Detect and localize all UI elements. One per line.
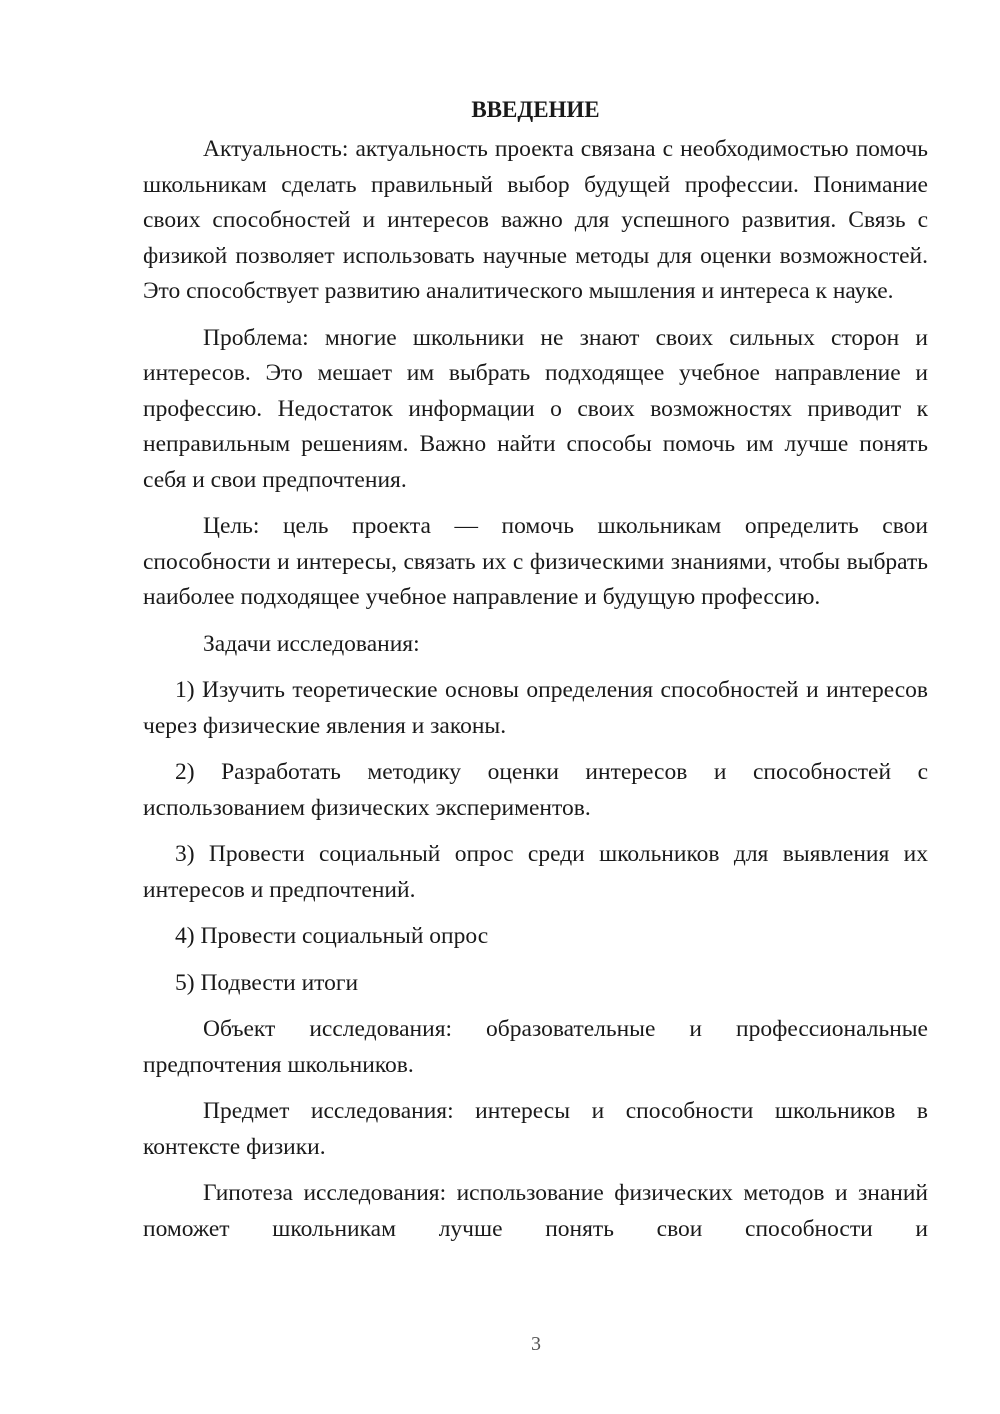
paragraph-hypothesis: Гипотеза исследования: использование физических методов и знаний поможет школьникам лучше понять свои способности и — [143, 1180, 928, 1242]
task-item-5: 5) Подвести итоги — [175, 969, 359, 996]
paragraph-goal: Цель: цель проекта — помочь школьникам определить свои способности и интересы, связать их с физическими знаниями, чтобы выбрать наиболее подходящее учебное направление и будущую профессию. — [143, 513, 928, 610]
task-item-3: 3) Провести социальный опрос среди школьников для выявления их интересов и предпочтений. — [143, 841, 928, 903]
page-title: ВВЕДЕНИЕ — [471, 97, 600, 122]
document-page — [143, 92, 928, 1247]
page-number: 3 — [531, 1333, 541, 1355]
paragraph-problem: Проблема: многие школьники не знают своих сильных сторон и интересов. Это мешает им выбрать подходящее учебное направление и профессию. Недостаток информации о своих возможностях приводит к неправильным решениям. Важно найти способы помочь им лучше понять себя и свои предпочтения. — [143, 324, 928, 493]
paragraph-relevance: Актуальность: актуальность проекта связана с необходимостью помочь школьникам сделать правильный выбор будущей профессии. Понимание своих способностей и интересов важно для успешного развития. Связь с физикой позволяет использовать научные методы для оценки возможностей. Это способствует развитию аналитического мышления и интереса к науке. — [143, 136, 928, 304]
task-item-4: 4) Провести социальный опрос — [175, 923, 489, 949]
task-item-1: 1) Изучить теоретические основы определения способностей и интересов через физические явления и законы. — [143, 677, 928, 739]
tasks-heading: Задачи исследования: — [203, 630, 420, 657]
paragraph-object: Объект исследования: образовательные и профессиональные предпочтения школьников. — [143, 1016, 928, 1078]
task-item-2: 2) Разработать методику оценки интересов и способностей с использованием физических экспериментов. — [143, 759, 928, 821]
paragraph-subject: Предмет исследования: интересы и способности школьников в контексте физики. — [143, 1098, 928, 1160]
